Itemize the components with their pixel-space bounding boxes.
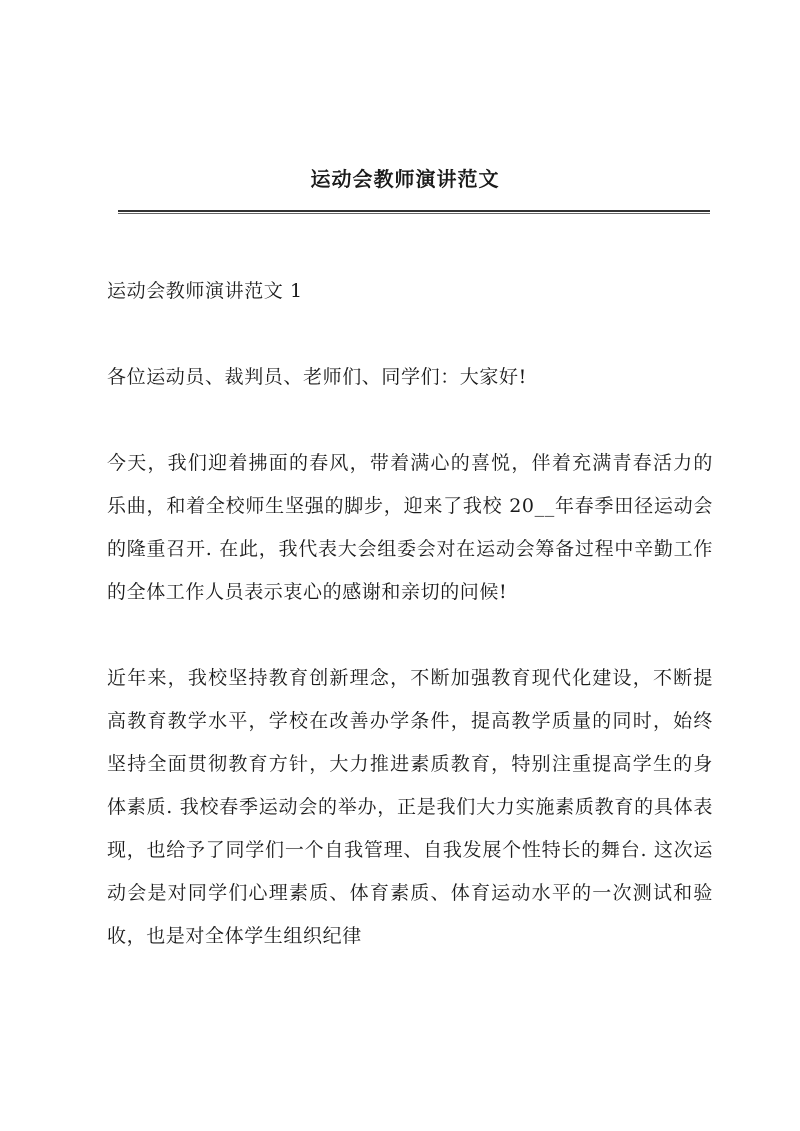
title-divider <box>118 210 710 214</box>
document-body <box>107 270 713 958</box>
body-paragraph: 近年来，我校坚持教育创新理念，不断加强教育现代化建设，不断提高教育教学水平，学校在改善办学条件，提高教学质量的同时，始终坚持全面贯彻教育方针，大力推进素质教育，特别注重提高学生的身体素质. 我校春季运动会的举办，正是我们大力实施素质教育的具体表现，也给予了同学们一个自我管理、自我发展个性特长的舞台. 这次运动会是对同学们心理素质、体育素质、体育运动水平的一次测试和验收，也是对全体学生组织纪律 <box>107 667 713 947</box>
salutation: 各位运动员、裁判员、老师们、同学们：大家好! <box>107 366 527 388</box>
body-paragraph: 今天，我们迎着拂面的春风，带着满心的喜悦，伴着充满青春活力的乐曲，和着全校师生坚强的脚步，迎来了我校 20__年春季田径运动会的隆重召开. 在此，我代表大会组委会对在运动会筹备过程中辛勤工作的全体工作人员表示衷心的感谢和亲切的问候! <box>107 452 713 603</box>
section-heading: 运动会教师演讲范文 1 <box>107 280 303 302</box>
document-title: 运动会教师演讲范文 <box>310 167 500 191</box>
